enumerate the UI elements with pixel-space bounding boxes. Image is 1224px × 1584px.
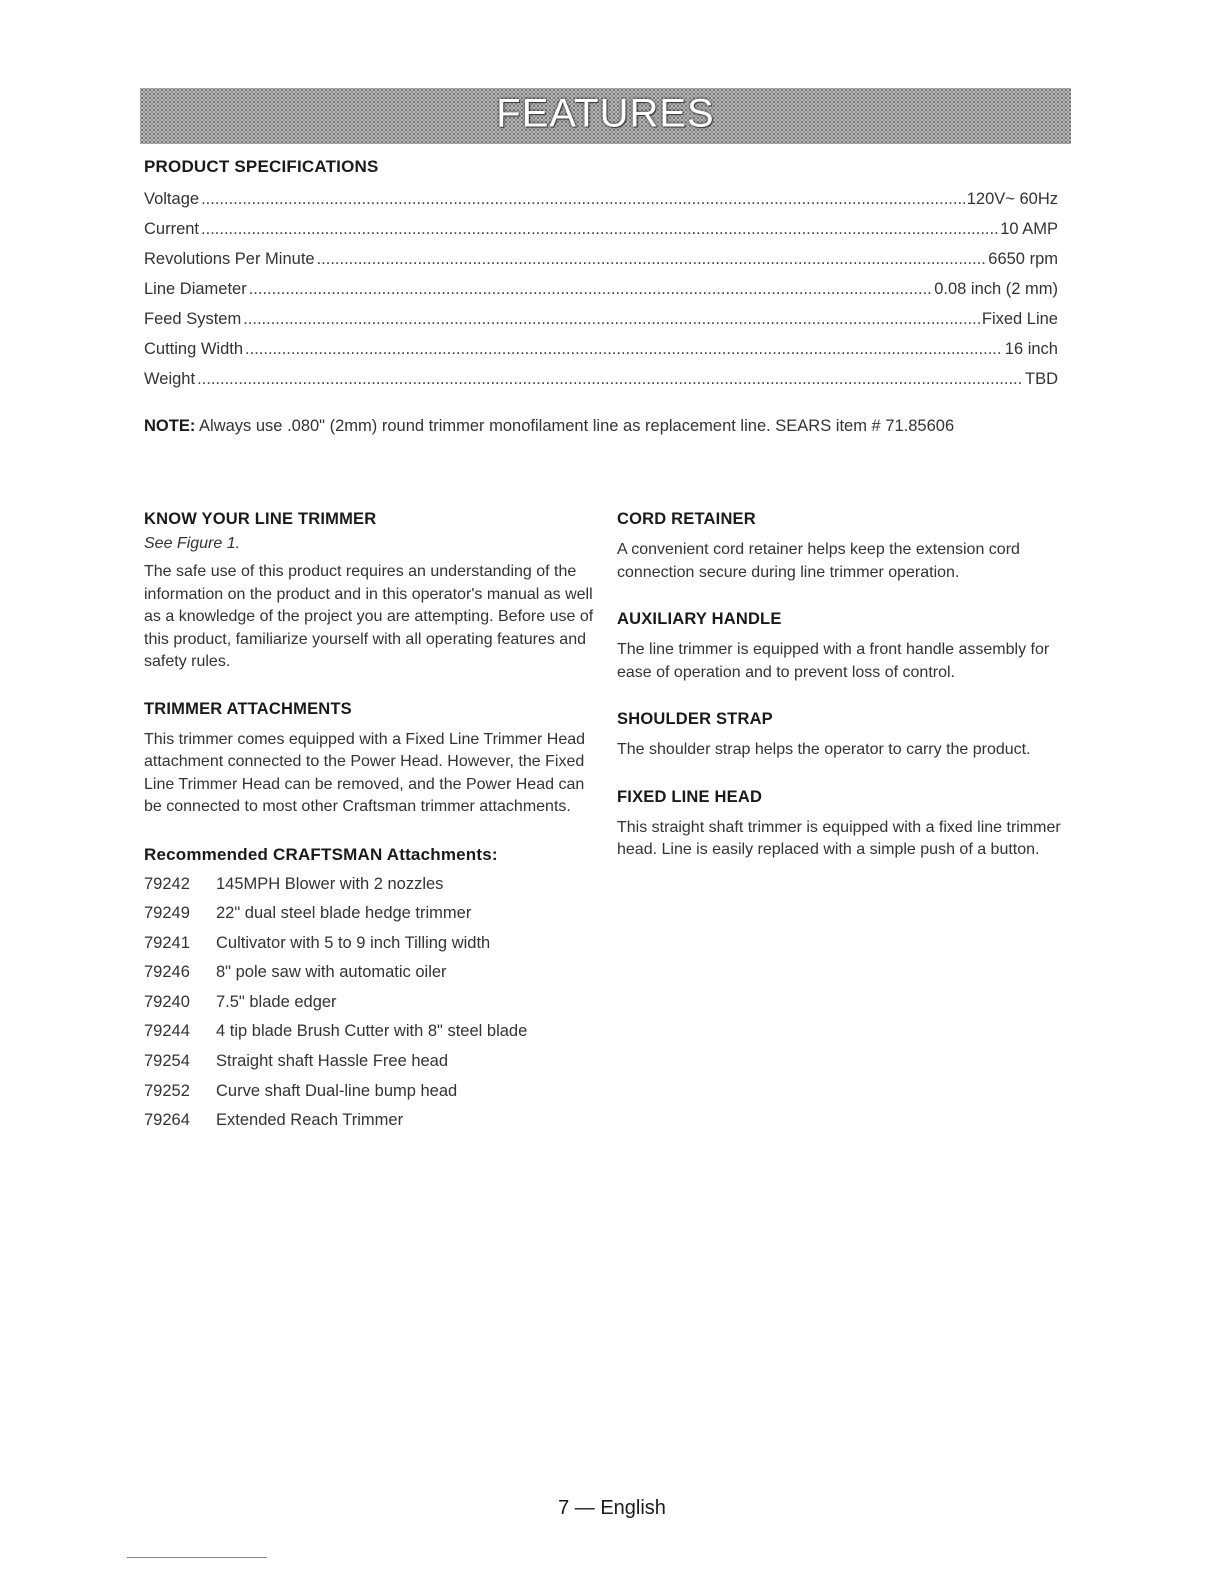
specifications-heading: PRODUCT SPECIFICATIONS	[144, 157, 379, 176]
spec-label: Voltage	[144, 190, 200, 208]
dot-leader	[201, 220, 998, 239]
spec-label: Revolutions Per Minute	[144, 250, 315, 268]
right-column	[617, 510, 1072, 888]
attachment-description: 7.5" blade edger	[216, 992, 337, 1011]
dot-leader	[249, 280, 932, 299]
spec-label: Feed System	[144, 310, 242, 328]
trimmer-attachments-text: This trimmer comes equipped with a Fixed Line Trimmer Head attachment connected to the Power Head. However, the Fixed Line Trimmer Head can be removed, and the Power Head can be connected to most other Craftsman trimmer attachments.	[144, 730, 586, 815]
page-number: 7 — English	[558, 1497, 666, 1519]
attachment-description: 8" pole saw with automatic oiler	[216, 963, 447, 982]
attachment-number: 79246	[144, 963, 190, 982]
spec-list	[144, 190, 1058, 400]
note-text: Always use .080" (2mm) round trimmer monofilament line as replacement line. SEARS item # 71.85606	[199, 417, 955, 435]
list-item	[144, 1022, 594, 1052]
spec-label: Cutting Width	[144, 340, 244, 358]
divider	[127, 1557, 267, 1558]
trimmer-attachments-heading: TRIMMER ATTACHMENTS	[144, 699, 352, 718]
dot-leader	[201, 190, 965, 209]
list-item	[144, 904, 594, 934]
note-label: NOTE:	[144, 417, 196, 435]
left-column	[144, 510, 594, 1141]
banner-title: FEATURES	[496, 91, 715, 136]
spec-row-weight	[144, 370, 1058, 400]
attachment-number: 79240	[144, 992, 190, 1011]
attachment-number: 79264	[144, 1111, 190, 1130]
list-item	[144, 1052, 594, 1082]
replacement-line-note	[144, 417, 1084, 436]
attachment-description: 145MPH Blower with 2 nozzles	[216, 874, 444, 893]
know-your-trimmer-heading: KNOW YOUR LINE TRIMMER	[144, 510, 377, 528]
dot-leader	[245, 340, 1003, 359]
attachment-description: Extended Reach Trimmer	[216, 1111, 404, 1130]
attachment-description: 4 tip blade Brush Cutter with 8" steel blade	[216, 1022, 528, 1041]
list-item	[144, 993, 594, 1023]
recommended-attachments-heading: Recommended CRAFTSMAN Attachments:	[144, 844, 498, 864]
spec-row-rpm	[144, 250, 1058, 280]
dot-leader	[197, 370, 1023, 389]
attachment-number: 79244	[144, 1022, 190, 1041]
list-item	[144, 1111, 594, 1141]
spec-value: Fixed Line	[981, 310, 1058, 328]
fixed-line-head-heading: FIXED LINE HEAD	[617, 787, 763, 806]
spec-value: 0.08 inch (2 mm)	[934, 280, 1058, 298]
spec-row-feed-system	[144, 310, 1058, 340]
attachment-list	[144, 875, 594, 1141]
list-item	[144, 934, 594, 964]
spec-value: 16 inch	[1004, 340, 1058, 358]
fixed-line-head-text: This straight shaft trimmer is equipped with a fixed line trimmer head. Line is easily replaced with a simple push of a button.	[617, 818, 1061, 858]
features-banner	[140, 88, 1071, 144]
know-your-trimmer-text: The safe use of this product requires an understanding of the information on the product and in this operator's manual as well as a knowledge of the project you are attempting. Before use of this product, familiarize yourself with all operating features and safety rules.	[144, 563, 594, 670]
shoulder-strap-heading: SHOULDER STRAP	[617, 710, 773, 728]
spec-label: Current	[144, 220, 200, 238]
dot-leader	[243, 310, 980, 329]
shoulder-strap-text: The shoulder strap helps the operator to carry the product.	[617, 741, 1031, 758]
spec-row-line-diameter	[144, 280, 1058, 310]
attachment-number: 79241	[144, 933, 190, 952]
attachment-number: 79249	[144, 904, 190, 923]
attachment-description: Cultivator with 5 to 9 inch Tilling width	[216, 933, 491, 952]
attachment-number: 79252	[144, 1081, 190, 1100]
spec-value: 120V~ 60Hz	[966, 190, 1058, 208]
spec-value: 6650 rpm	[988, 250, 1058, 268]
spec-label: Weight	[144, 370, 196, 388]
spec-row-current	[144, 220, 1058, 250]
auxiliary-handle-text: The line trimmer is equipped with a front handle assembly for ease of operation and to prevent loss of control.	[617, 641, 1050, 681]
dot-leader	[317, 250, 987, 269]
product-specifications	[144, 157, 1058, 400]
list-item	[144, 1082, 594, 1112]
attachment-number: 79254	[144, 1052, 190, 1071]
attachment-description: Curve shaft Dual-line bump head	[216, 1081, 458, 1100]
attachment-description: 22" dual steel blade hedge trimmer	[216, 904, 472, 923]
auxiliary-handle-heading: AUXILIARY HANDLE	[617, 610, 782, 628]
attachment-description: Straight shaft Hassle Free head	[216, 1052, 449, 1071]
spec-label: Line Diameter	[144, 280, 247, 298]
spec-value: TBD	[1025, 370, 1058, 388]
list-item	[144, 963, 594, 993]
cord-retainer-heading: CORD RETAINER	[617, 510, 756, 528]
attachment-number: 79242	[144, 874, 190, 893]
spec-row-voltage	[144, 190, 1058, 220]
see-figure-reference: See Figure 1.	[144, 535, 241, 552]
spec-value: 10 AMP	[1000, 220, 1058, 238]
list-item	[144, 875, 594, 905]
cord-retainer-text: A convenient cord retainer helps keep the extension cord connection secure during line trimmer operation.	[617, 541, 1020, 581]
spec-row-cutting-width	[144, 340, 1058, 370]
